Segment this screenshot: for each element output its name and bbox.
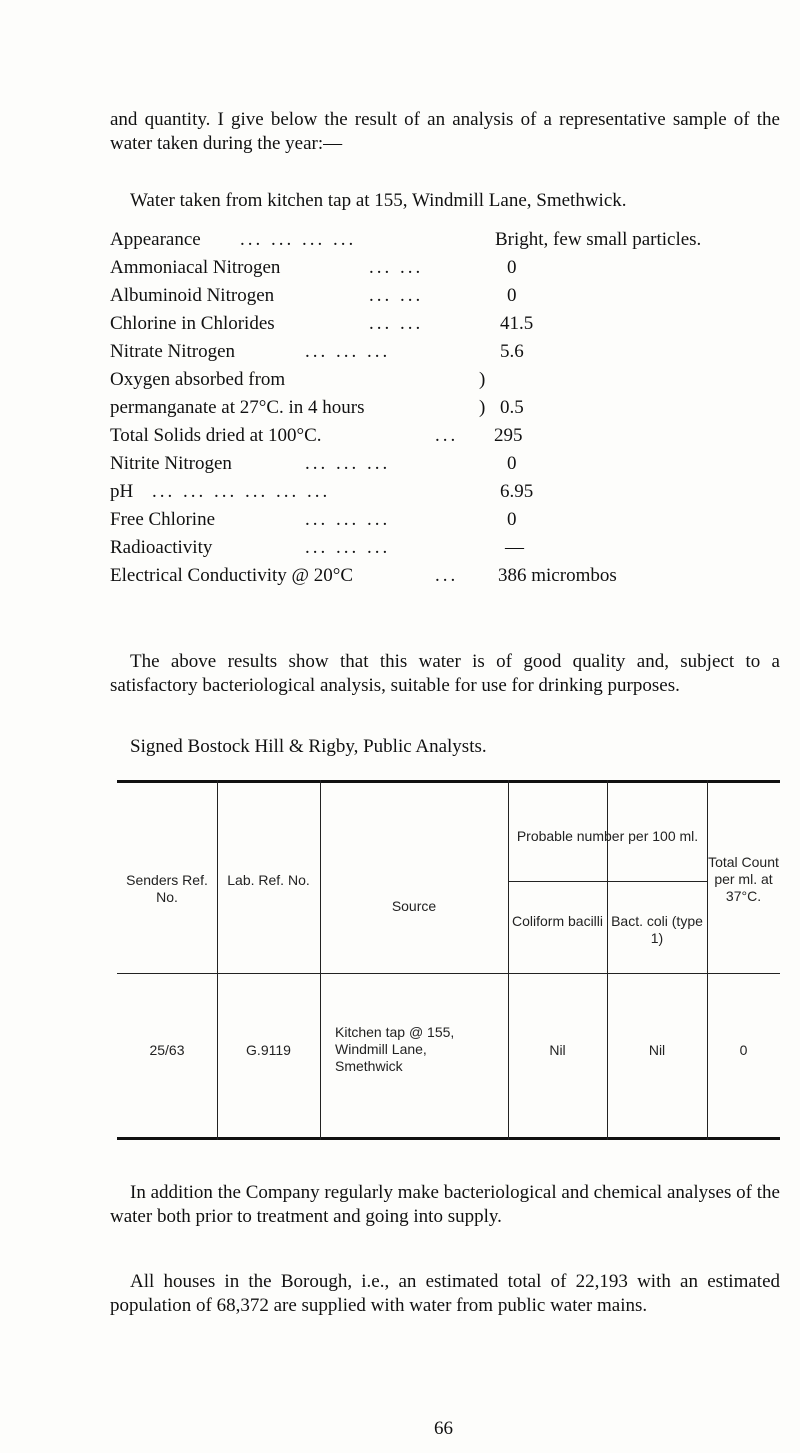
analysis-row: Ammoniacal Nitrogen ... ... 0	[110, 254, 800, 282]
analysis-row: Albuminoid Nitrogen ... ... 0	[110, 282, 800, 310]
analysis-label: Free Chlorine	[110, 509, 216, 530]
analysis-row: permanganate at 27°C. in 4 hours ) 0.5	[110, 394, 800, 422]
analysis-label: Radioactivity	[110, 537, 213, 558]
analysis-label: Electrical Conductivity @ 20°C	[110, 565, 354, 586]
cell-lab-ref: G.9119	[246, 1042, 291, 1058]
analysis-label: Total Solids dried at 100°C.	[110, 425, 322, 446]
column-divider	[707, 780, 708, 1140]
analysis-value: 0	[507, 257, 517, 278]
bacteriological-table	[117, 780, 780, 1140]
cell-senders-ref: 25/63	[149, 1042, 185, 1058]
analysis-row: Radioactivity ... ... ... —	[110, 534, 800, 562]
analysis-value: 0	[507, 285, 517, 306]
analysis-value: 295	[494, 425, 523, 446]
analysis-row: Total Solids dried at 100°C. ... 295	[110, 422, 800, 450]
page-number: 66	[434, 1418, 453, 1439]
header-rule	[117, 973, 780, 974]
analysis-value: 0	[507, 453, 517, 474]
analysis-row: Oxygen absorbed from )	[110, 366, 800, 394]
analysis-row: Free Chlorine ... ... ... 0	[110, 506, 800, 534]
analysis-row: Appearance ... ... ... ... Bright, few small particles.	[110, 226, 800, 254]
column-divider	[217, 780, 218, 1140]
analysis-label: Nitrite Nitrogen	[110, 453, 232, 474]
analysis-label: pH	[110, 481, 134, 502]
header-senders-ref: Senders Ref. No.	[126, 872, 208, 905]
analysis-row: pH ... ... ... ... ... ... 6.95	[110, 478, 800, 506]
paragraph-houses: All houses in the Borough, i.e., an estimated total of 22,193 with an estimated population of 68,372 are supplied with water from public water mains.	[110, 1271, 780, 1316]
paragraph-analyses: In addition the Company regularly make bacteriological and chemical analyses of the water both prior to treatment and going into supply.	[110, 1182, 780, 1227]
header-bact-coli: Bact. coli (type 1)	[611, 913, 703, 946]
analysis-value: 5.6	[500, 341, 524, 362]
conclusion-paragraph: The above results show that this water is of good quality and, subject to a satisfactory bacteriological analysis, suitable for use for drinking purposes.	[110, 651, 780, 696]
analysis-value: —	[505, 537, 524, 558]
analysis-row: Electrical Conductivity @ 20°C ... 386 micrombos	[110, 562, 800, 590]
cell-coliform: Nil	[549, 1042, 566, 1058]
analysis-label: Chlorine in Chlorides	[110, 313, 275, 334]
analysis-row: Chlorine in Chlorides ... ... 41.5	[110, 310, 800, 338]
analysis-value: 386 micrombos	[498, 565, 617, 586]
analysis-value: 41.5	[500, 313, 534, 334]
intro-paragraph: and quantity. I give below the result of an analysis of a representative sample of the water taken during the year:—	[110, 109, 780, 154]
analysis-row: Nitrate Nitrogen ... ... ... 5.6	[110, 338, 800, 366]
analysis-value: 0	[507, 509, 517, 530]
header-source: Source	[391, 898, 437, 914]
analysis-row: Nitrite Nitrogen ... ... ... 0	[110, 450, 800, 478]
subheader-rule	[508, 881, 707, 882]
analysis-label: permanganate at 27°C. in 4 hours	[110, 397, 365, 418]
analysis-label: Albuminoid Nitrogen	[110, 285, 275, 306]
header-probable-number: Probable number per 100 ml.	[516, 828, 699, 844]
column-divider	[320, 780, 321, 1140]
header-coliform: Coliform bacilli	[511, 913, 604, 929]
analysis-label: Nitrate Nitrogen	[110, 341, 236, 362]
header-lab-ref: Lab. Ref. No.	[227, 872, 310, 888]
analysis-results	[110, 226, 800, 590]
analysis-value: 0.5	[500, 397, 524, 418]
analysis-value: Bright, few small particles.	[495, 229, 702, 250]
header-total-count: Total Count per ml. at 37°C.	[708, 854, 779, 904]
analysis-value: 6.95	[500, 481, 534, 502]
signature-line: Signed Bostock Hill & Rigby, Public Analysts.	[130, 736, 487, 757]
analysis-label: Appearance	[110, 229, 201, 250]
analysis-label: Oxygen absorbed from	[110, 369, 286, 390]
sample-location: Water taken from kitchen tap at 155, Windmill Lane, Smethwick.	[130, 190, 627, 211]
analysis-label: Ammoniacal Nitrogen	[110, 257, 281, 278]
cell-source: Kitchen tap @ 155, Windmill Lane, Smethwick	[335, 1024, 455, 1074]
cell-total-count: 0	[739, 1042, 748, 1058]
cell-bact-coli: Nil	[648, 1042, 666, 1058]
